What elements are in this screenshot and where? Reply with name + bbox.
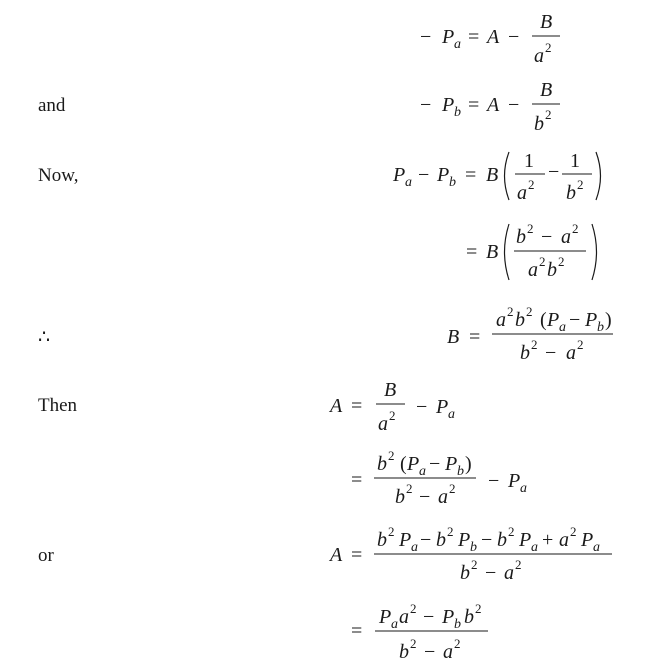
- svg-text:−: −: [481, 529, 493, 551]
- svg-text:=: =: [466, 241, 478, 263]
- svg-text:P: P: [442, 606, 455, 628]
- svg-text:P: P: [407, 453, 420, 475]
- svg-text:a: a: [504, 562, 514, 584]
- svg-text:a: a: [378, 413, 388, 435]
- svg-text:2: 2: [388, 524, 395, 539]
- svg-text:b: b: [464, 606, 474, 628]
- svg-text:2: 2: [507, 304, 514, 319]
- svg-text:2: 2: [406, 481, 413, 496]
- svg-text:a: a: [593, 540, 600, 555]
- svg-text:B: B: [384, 379, 397, 401]
- svg-text:=: =: [351, 620, 363, 642]
- equation-2: [420, 79, 560, 135]
- svg-text:2: 2: [447, 524, 454, 539]
- svg-text:−: −: [545, 342, 557, 364]
- svg-text:1: 1: [524, 150, 534, 172]
- svg-text:P: P: [399, 529, 412, 551]
- svg-text:B: B: [447, 326, 460, 348]
- svg-text:−: −: [485, 562, 497, 584]
- svg-text:a: a: [561, 226, 571, 248]
- svg-text:−: −: [508, 94, 520, 116]
- svg-text:2: 2: [526, 304, 533, 319]
- equation-4: [466, 221, 597, 281]
- svg-text:2: 2: [388, 448, 395, 463]
- svg-text:=: =: [468, 94, 480, 116]
- svg-text:B: B: [540, 79, 553, 101]
- svg-text:b: b: [454, 105, 461, 120]
- svg-text:b: b: [547, 259, 557, 281]
- svg-text:a: a: [559, 320, 566, 335]
- svg-text:−: −: [416, 396, 428, 418]
- svg-text:): ): [465, 453, 472, 475]
- svg-text:=: =: [468, 26, 480, 48]
- svg-text:b: b: [399, 641, 409, 663]
- svg-text:−: −: [569, 309, 581, 331]
- svg-text:P: P: [458, 529, 471, 551]
- svg-text:P: P: [436, 396, 449, 418]
- svg-text:2: 2: [572, 221, 579, 236]
- svg-text:2: 2: [545, 40, 552, 55]
- svg-text:(: (: [540, 309, 547, 331]
- label-or: or: [38, 545, 54, 566]
- svg-text:−: −: [420, 26, 432, 48]
- svg-text:P: P: [445, 453, 458, 475]
- svg-text:=: =: [351, 469, 363, 491]
- svg-text:a: a: [534, 45, 544, 67]
- svg-text:=: =: [351, 395, 363, 417]
- svg-text:b: b: [377, 529, 387, 551]
- svg-text:−: −: [418, 164, 430, 186]
- svg-text:=: =: [351, 544, 363, 566]
- svg-text:2: 2: [577, 177, 584, 192]
- svg-text:P: P: [547, 309, 560, 331]
- svg-text:b: b: [457, 464, 464, 479]
- svg-text:2: 2: [545, 107, 552, 122]
- svg-text:2: 2: [531, 337, 538, 352]
- svg-text:−: −: [424, 641, 436, 663]
- equation-1: [420, 11, 560, 67]
- svg-text:b: b: [395, 486, 405, 508]
- svg-text:2: 2: [475, 601, 482, 616]
- svg-text:a: a: [528, 259, 538, 281]
- svg-text:B: B: [540, 11, 553, 33]
- svg-text:2: 2: [515, 557, 522, 572]
- svg-text:a: a: [454, 37, 461, 52]
- svg-text:b: b: [436, 529, 446, 551]
- svg-text:2: 2: [449, 481, 456, 496]
- equation-7: [351, 448, 527, 508]
- svg-text:b: b: [449, 175, 456, 190]
- svg-text:b: b: [460, 562, 470, 584]
- equation-9: [351, 601, 488, 663]
- svg-text:a: a: [559, 529, 569, 551]
- svg-text:a: a: [405, 175, 412, 190]
- svg-text:a: a: [520, 481, 527, 496]
- svg-text:P: P: [442, 94, 455, 116]
- svg-text:b: b: [470, 540, 477, 555]
- svg-text:2: 2: [570, 524, 577, 539]
- label-now: Now,: [38, 165, 79, 186]
- svg-text:P: P: [437, 164, 450, 186]
- svg-text:−: −: [423, 606, 435, 628]
- svg-text:2: 2: [454, 636, 461, 651]
- svg-text:b: b: [516, 226, 526, 248]
- svg-text:P: P: [379, 606, 392, 628]
- svg-text:−: −: [420, 94, 432, 116]
- svg-text:b: b: [566, 182, 576, 204]
- svg-text:2: 2: [508, 524, 515, 539]
- svg-text:P: P: [581, 529, 594, 551]
- svg-text:(: (: [400, 453, 407, 475]
- svg-text:A: A: [330, 395, 343, 417]
- svg-text:b: b: [454, 617, 461, 632]
- svg-text:2: 2: [410, 636, 417, 651]
- svg-text:P: P: [519, 529, 532, 551]
- svg-text:2: 2: [539, 254, 546, 269]
- svg-text:−: −: [429, 453, 441, 475]
- svg-text:P: P: [585, 309, 598, 331]
- svg-text:−: −: [419, 486, 431, 508]
- svg-text:1: 1: [570, 150, 580, 172]
- svg-text:−: −: [548, 161, 560, 183]
- svg-text:P: P: [393, 164, 406, 186]
- svg-text:−: −: [508, 26, 520, 48]
- equation-8: [328, 524, 612, 584]
- equation-5: [447, 304, 613, 364]
- svg-text:−: −: [541, 226, 553, 248]
- svg-text:b: b: [597, 320, 604, 335]
- svg-text:B: B: [486, 164, 499, 186]
- label-and: and: [38, 95, 66, 116]
- svg-text:b: b: [534, 113, 544, 135]
- svg-text:a: a: [496, 309, 506, 331]
- svg-text:P: P: [508, 470, 521, 492]
- svg-text:A: A: [487, 94, 500, 116]
- svg-text:2: 2: [577, 337, 584, 352]
- svg-text:B: B: [486, 241, 499, 263]
- svg-text:a: a: [443, 641, 453, 663]
- svg-text:b: b: [377, 453, 387, 475]
- svg-text:b: b: [520, 342, 530, 364]
- svg-text:a: a: [517, 182, 527, 204]
- svg-text:2: 2: [527, 221, 534, 236]
- svg-text:b: b: [515, 309, 525, 331]
- equation-3: [392, 150, 601, 204]
- svg-text:2: 2: [528, 177, 535, 192]
- svg-text:−: −: [420, 529, 432, 551]
- svg-text:a: a: [438, 486, 448, 508]
- svg-text:): ): [605, 309, 612, 331]
- label-then: Then: [38, 395, 78, 416]
- svg-text:a: a: [411, 540, 418, 555]
- svg-text:2: 2: [558, 254, 565, 269]
- svg-text:+: +: [542, 529, 554, 551]
- label-therefore: ∴: [38, 327, 51, 348]
- svg-text:2: 2: [471, 557, 478, 572]
- svg-text:a: a: [566, 342, 576, 364]
- svg-text:a: a: [448, 407, 455, 422]
- svg-text:a: a: [531, 540, 538, 555]
- svg-text:=: =: [469, 326, 481, 348]
- svg-text:2: 2: [410, 601, 417, 616]
- svg-text:A: A: [330, 544, 343, 566]
- svg-text:P: P: [442, 26, 455, 48]
- svg-text:=: =: [465, 164, 477, 186]
- svg-text:−: −: [488, 470, 500, 492]
- equation-6: [328, 379, 455, 435]
- svg-text:A: A: [487, 26, 500, 48]
- svg-text:2: 2: [389, 408, 396, 423]
- svg-text:a: a: [399, 606, 409, 628]
- svg-text:a: a: [419, 464, 426, 479]
- svg-text:a: a: [391, 617, 398, 632]
- svg-text:b: b: [497, 529, 507, 551]
